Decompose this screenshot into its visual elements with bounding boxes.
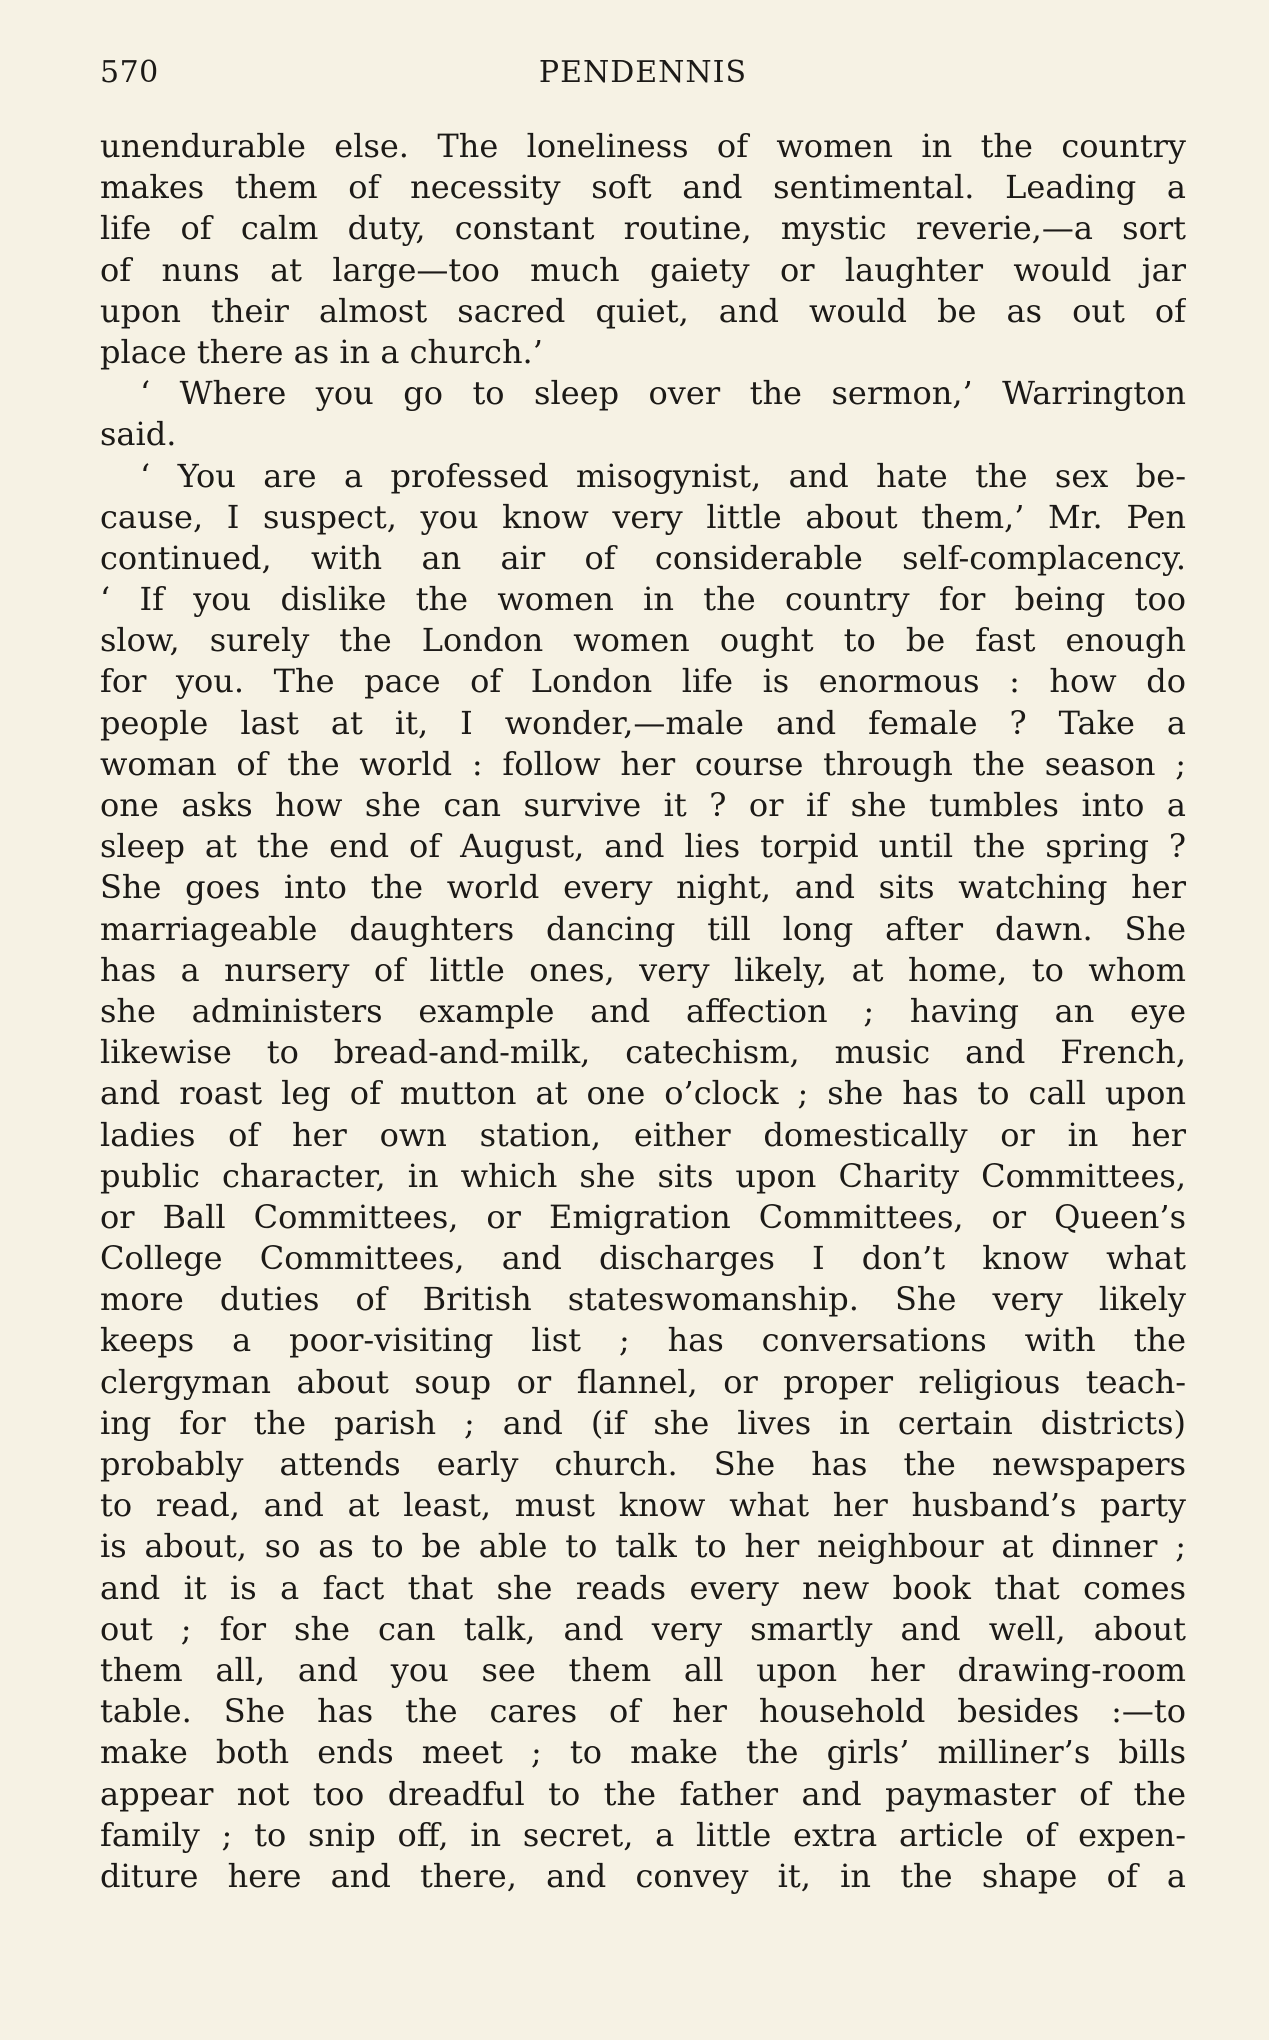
text-line: She goes into the world every night, and sits watching her xyxy=(100,868,1186,907)
text-line: has a nursery of little ones, very likely, at home, to whom xyxy=(100,950,1186,989)
text-line: out ; for she can talk, and very smartly and well, about xyxy=(100,1609,1186,1648)
text-line: more duties of British stateswomanship. She very likely xyxy=(100,1280,1186,1319)
running-title: PENDENNIS xyxy=(538,55,748,90)
text-line: place there as in a church.’ xyxy=(100,332,543,371)
text-line: she administers example and affection ; having an eye xyxy=(100,991,1186,1030)
text-line: appear not too dreadful to the father and paymaster of the xyxy=(100,1774,1186,1813)
text-line: upon their almost sacred quiet, and would be as out of xyxy=(100,291,1186,330)
text-line: them all, and you see them all upon her drawing-room xyxy=(100,1650,1186,1689)
text-line: ‘ Where you go to sleep over the sermon,’ Warrington xyxy=(140,374,1186,413)
text-line: family ; to snip off, in secret, a little extra article of expen- xyxy=(100,1815,1186,1854)
text-line: public character, in which she sits upon Charity Committees, xyxy=(100,1156,1186,1195)
text-line: makes them of necessity soft and sentimental. Leading a xyxy=(100,168,1186,207)
page-header xyxy=(100,55,1186,95)
text-line: ‘ You are a professed misogynist, and hate the sex be- xyxy=(140,456,1186,495)
text-line: and it is a fact that she reads every new book that comes xyxy=(100,1568,1186,1607)
text-line: woman of the world : follow her course through the season ; xyxy=(100,744,1186,783)
text-line: of nuns at large—too much gaiety or laughter would jar xyxy=(100,250,1186,289)
page-number: 570 xyxy=(100,55,159,90)
text-line: continued, with an air of considerable self-complacency. xyxy=(100,538,1186,577)
text-line: ing for the parish ; and (if she lives in certain districts) xyxy=(100,1403,1186,1442)
text-line: to read, and at least, must know what her husband’s party xyxy=(100,1486,1186,1525)
body-text xyxy=(100,126,1186,1897)
text-line: sleep at the end of August, and lies torpid until the spring ? xyxy=(100,827,1186,866)
text-line: is about, so as to be able to talk to her neighbour at dinner ; xyxy=(100,1527,1186,1566)
text-line: table. She has the cares of her household besides :—to xyxy=(100,1692,1186,1731)
text-line: probably attends early church. She has the newspapers xyxy=(100,1445,1186,1483)
text-line: cause, I suspect, you know very little about them,’ Mr. Pen xyxy=(100,497,1186,536)
text-line: unendurable else. The loneliness of women in the country xyxy=(100,127,1186,165)
text-line: diture here and there, and convey it, in the shape of a xyxy=(100,1856,1186,1895)
text-line: marriageable daughters dancing till long after dawn. She xyxy=(100,909,1186,948)
text-line: College Committees, and discharges I don’t know what xyxy=(100,1239,1186,1278)
text-line: said. xyxy=(100,415,177,454)
text-line: for you. The pace of London life is enormous : how do xyxy=(100,662,1186,701)
text-line: likewise to bread-and-milk, catechism, music and French, xyxy=(100,1033,1186,1072)
text-line: or Ball Committees, or Emigration Committees, or Queen’s xyxy=(100,1197,1186,1236)
text-line: life of calm duty, constant routine, mystic reverie,—a sort xyxy=(100,209,1186,248)
text-line: make both ends meet ; to make the girls’ milliner’s bills xyxy=(100,1733,1186,1772)
text-line: people last at it, I wonder,—male and female ? Take a xyxy=(100,703,1186,742)
text-line: ladies of her own station, either domestically or in her xyxy=(100,1115,1186,1154)
text-line: clergyman about soup or flannel, or proper religious teach- xyxy=(100,1362,1186,1401)
text-line: and roast leg of mutton at one o’clock ; she has to call upon xyxy=(100,1074,1186,1113)
text-line: ‘ If you dislike the women in the country for being too xyxy=(100,580,1186,619)
text-line: keeps a poor-visiting list ; has conversations with the xyxy=(100,1321,1186,1360)
text-line: slow, surely the London women ought to be fast enough xyxy=(100,621,1186,660)
text-line: one asks how she can survive it ? or if she tumbles into a xyxy=(100,786,1186,824)
